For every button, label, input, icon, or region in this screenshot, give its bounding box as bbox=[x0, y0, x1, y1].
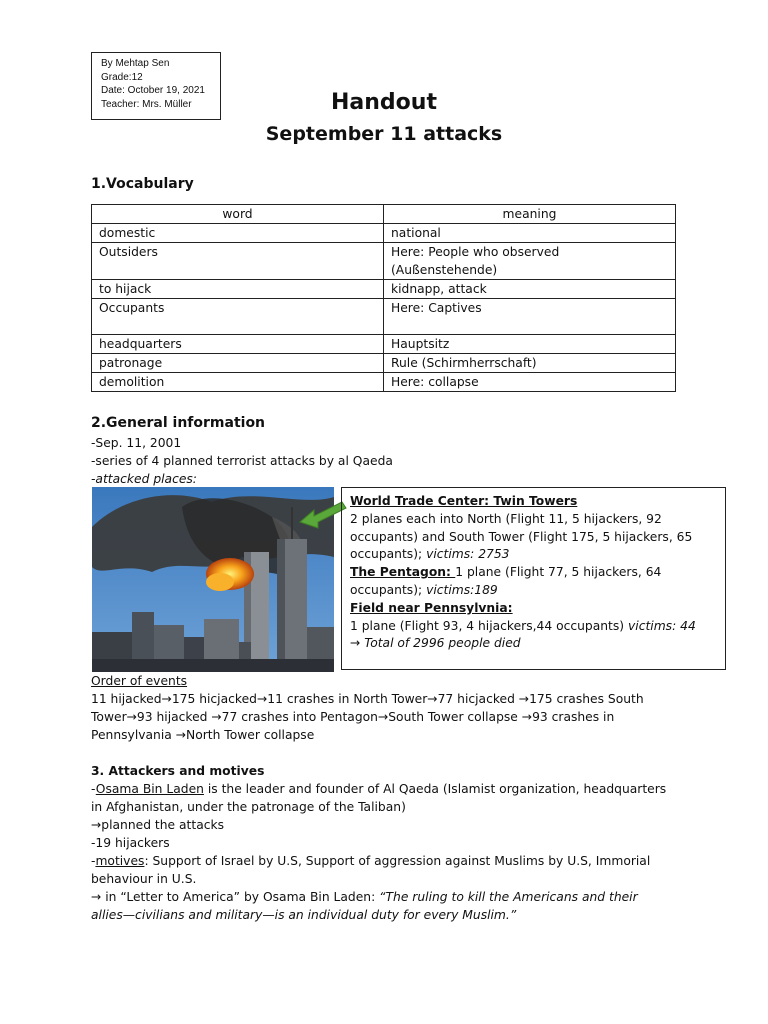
table-row bbox=[92, 299, 676, 335]
wtc-line: occupants) and South Tower (Flight 175, 5 hijackers, 65 bbox=[350, 529, 693, 544]
vocabulary-table bbox=[91, 204, 676, 392]
table-row bbox=[92, 373, 676, 392]
osama-link: Osama Bin Laden bbox=[95, 782, 204, 796]
table-header-row bbox=[92, 205, 676, 224]
attackers-heading: 3. Attackers and motives bbox=[91, 764, 265, 778]
vocab-word: patronage bbox=[92, 354, 384, 373]
wtc-title: World Trade Center: Twin Towers bbox=[350, 494, 578, 508]
attackers-line bbox=[91, 780, 691, 798]
wtc-occupants: occupants); bbox=[350, 547, 427, 562]
vocab-word: demolition bbox=[92, 373, 384, 392]
attackers-line: in Afghanistan, under the patronage of the Taliban) bbox=[91, 800, 406, 814]
page-subtitle: September 11 attacks bbox=[265, 123, 503, 145]
vocab-meaning: Rule (Schirmherrschaft) bbox=[384, 354, 676, 373]
wtc-line: 2 planes each into North (Flight 11, 5 hijackers, 92 bbox=[350, 511, 662, 526]
field-title: Field near Pennsylvnia: bbox=[350, 600, 513, 615]
order-heading: Order of events bbox=[91, 674, 188, 688]
pentagon-line bbox=[350, 564, 717, 582]
table-row bbox=[92, 354, 676, 373]
attackers-line: -19 hijackers bbox=[91, 836, 170, 850]
order-line: 11 hijacked→175 hicjacked→11 crashes in North Tower→77 hicjacked →175 crashes South bbox=[91, 692, 644, 706]
column-header-word: word bbox=[92, 205, 384, 224]
general-date: -Sep. 11, 2001 bbox=[91, 436, 182, 450]
wtc-line bbox=[350, 546, 717, 564]
vocab-word: Occupants bbox=[92, 299, 384, 335]
column-header-meaning: meaning bbox=[384, 205, 676, 224]
table-row bbox=[92, 280, 676, 299]
letter-quote: “The ruling to kill the Americans and their bbox=[379, 890, 638, 904]
vocab-meaning: national bbox=[384, 224, 676, 243]
general-info-text bbox=[91, 434, 691, 488]
pentagon-title: The Pentagon: bbox=[350, 565, 456, 580]
table-row bbox=[92, 243, 676, 280]
pentagon-occupants: occupants); bbox=[350, 582, 427, 597]
date-line: Date: October 19, 2021 bbox=[101, 85, 205, 96]
general-attacked-places: -attacked places: bbox=[91, 472, 197, 486]
vocabulary-heading: 1.Vocabulary bbox=[91, 176, 194, 192]
general-series: -series of 4 planned terrorist attacks by al Qaeda bbox=[91, 454, 393, 468]
pentagon-victims: victims:189 bbox=[426, 582, 498, 597]
dash: - bbox=[91, 782, 96, 796]
vocab-meaning: Here: Captives bbox=[384, 299, 676, 335]
order-line: Pennsylvania →North Tower collapse bbox=[91, 728, 315, 742]
order-of-events bbox=[91, 672, 691, 744]
attacked-places-box bbox=[341, 487, 726, 670]
vocab-word: headquarters bbox=[92, 335, 384, 354]
vocab-word: Outsiders bbox=[92, 243, 384, 280]
field-line bbox=[350, 618, 717, 636]
pentagon-text: 1 plane (Flight 77, 5 hijackers, 64 bbox=[455, 565, 662, 580]
letter-quote-cont: allies—civilians and military—is an individual duty for every Muslim.” bbox=[91, 908, 517, 922]
motives-label: motives bbox=[95, 854, 145, 868]
teacher-line: Teacher: Mrs. Müller bbox=[101, 98, 192, 110]
attackers-section bbox=[91, 762, 691, 924]
general-info-heading: 2.General information bbox=[91, 415, 266, 431]
page-title: Handout bbox=[331, 90, 437, 115]
field-text: 1 plane (Flight 93, 4 hijackers,44 occupants) bbox=[350, 618, 628, 633]
wtc-victims: victims: 2753 bbox=[426, 547, 510, 562]
attackers-line bbox=[91, 852, 691, 870]
vocab-meaning: Here: People who observed (Außenstehende) bbox=[384, 243, 676, 280]
field-victims: victims: 44 bbox=[628, 618, 696, 633]
table-row bbox=[92, 335, 676, 354]
vocab-word: to hijack bbox=[92, 280, 384, 299]
author-line: By Mehtap Sen bbox=[101, 58, 170, 69]
motives-text: : Support of Israel by U.S, Support of aggression against Muslims by U.S, Immorial bbox=[144, 854, 651, 868]
attackers-line: →planned the attacks bbox=[91, 818, 225, 832]
pentagon-line bbox=[350, 582, 717, 600]
grade-line: Grade:12 bbox=[101, 71, 143, 83]
dash: - bbox=[91, 854, 96, 868]
vocab-meaning: kidnapp, attack bbox=[384, 280, 676, 299]
table-row bbox=[92, 224, 676, 243]
vocab-word: domestic bbox=[92, 224, 384, 243]
attackers-line: behaviour in U.S. bbox=[91, 872, 197, 886]
vocab-meaning: Here: collapse bbox=[384, 373, 676, 392]
attackers-line bbox=[91, 888, 691, 906]
order-line: Tower→93 hijacked →77 crashes into Pentagon→South Tower collapse →93 crashes in bbox=[91, 710, 615, 724]
total-victims: → Total of 2996 people died bbox=[350, 636, 521, 651]
vocab-meaning: Hauptsitz bbox=[384, 335, 676, 354]
letter-intro: → in “Letter to America” by Osama Bin Laden: bbox=[91, 890, 380, 904]
attackers-text: is the leader and founder of Al Qaeda (Islamist organization, headquarters bbox=[203, 782, 667, 796]
